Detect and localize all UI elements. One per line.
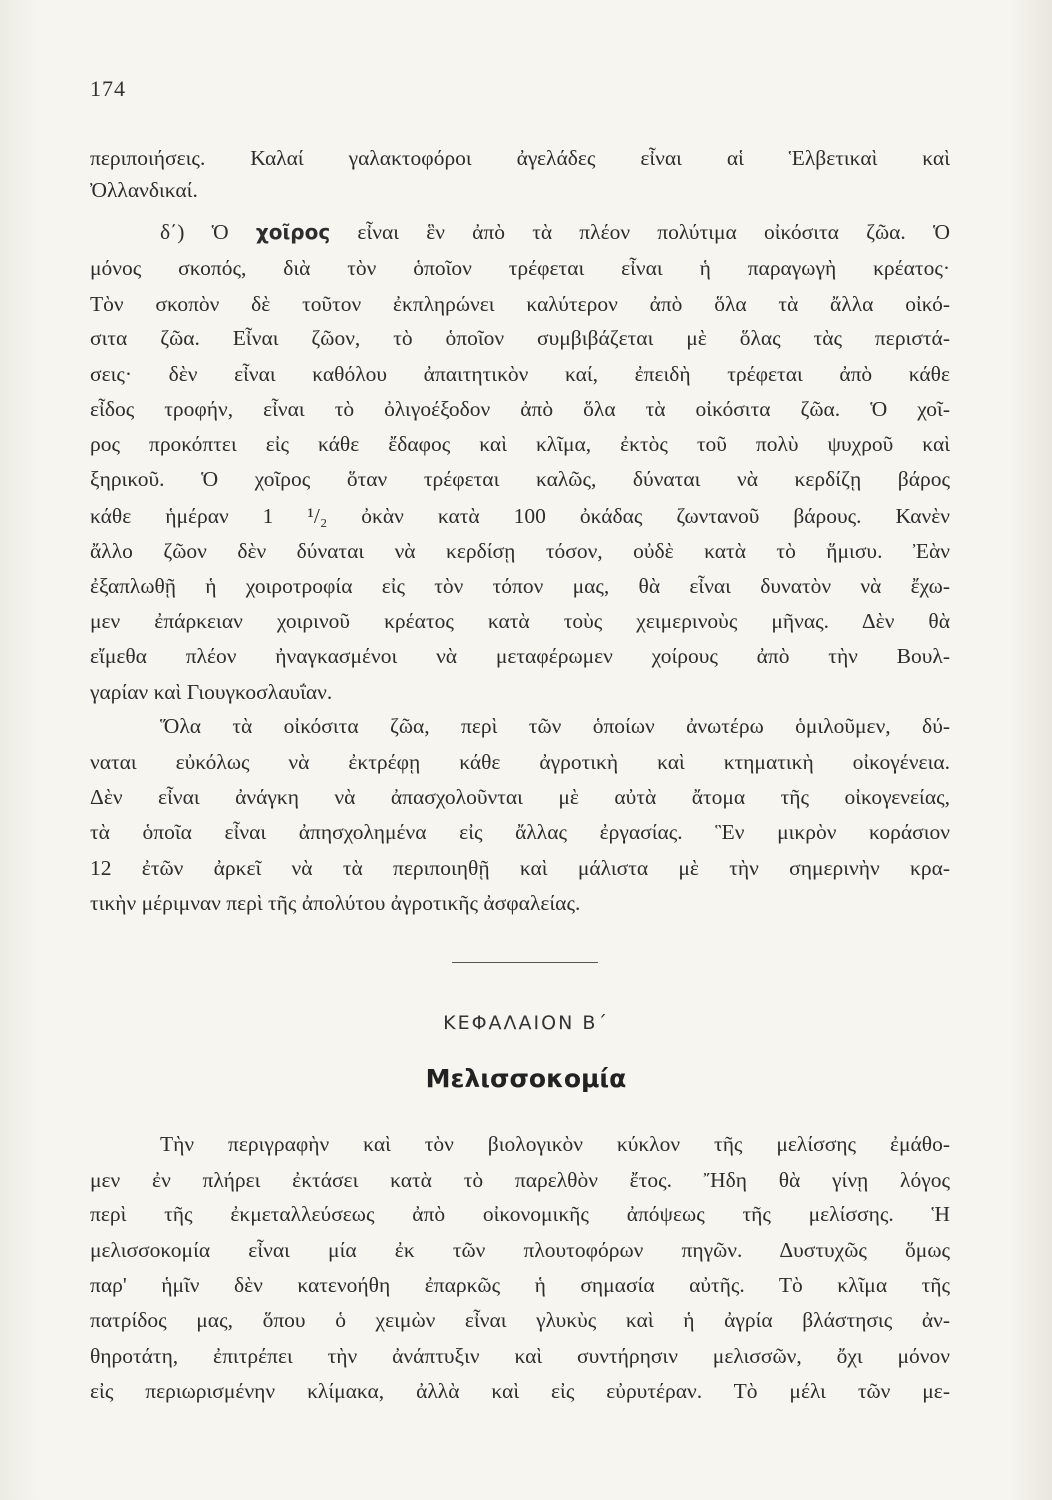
text-line: μόνος σκοπός, διὰ τὸν ὁποῖον τρέφεται εἶναι ἡ παραγωγὴ κρέατος· (90, 256, 950, 280)
text-line: θηροτάτη, ἐπιτρέπει τὴν ἀνάπτυξιν καὶ συντήρησιν μελισσῶν, ὄχι μόνον (90, 1344, 950, 1368)
text-line: ναται εὐκόλως νὰ ἐκτρέφῃ κάθε ἀγροτικὴ καὶ κτηματικὴ οἰκογένεια. (90, 750, 950, 774)
chapter-label: ΚΕΦΑΛΑΙΟΝ Β΄ (443, 1012, 609, 1034)
text-fragment: εἶναι ἓν ἀπὸ τὰ πλέον πολύτιμα οἰκόσιτα ζῶα. Ὁ (357, 220, 951, 244)
chapter-title: Μελισσοκομία (425, 1064, 627, 1093)
text-line: Ὀλλανδικαί. (90, 178, 198, 202)
text-line: μεν ἐν πλήρει ἐκτάσει κατὰ τὸ παρελθὸν ἔτος. Ἤδη θὰ γίνῃ λόγος (90, 1168, 950, 1192)
text-line: κάθε ἡμέραν 1 ¹/₂ ὀκὰν κατὰ 100 ὀκάδας ζωντανοῦ βάρους. Κανὲν (90, 504, 950, 528)
text-line: ἐξαπλωθῇ ἡ χοιροτροφία εἰς τὸν τόπον μας, θὰ εἶναι δυνατὸν νὰ ἔχω- (90, 574, 950, 598)
text-line: ξηρικοῦ. Ὁ χοῖρος ὅταν τρέφεται καλῶς, δύναται νὰ κερδίζῃ βάρος (90, 467, 950, 491)
text-line: πατρίδος μας, ὅπου ὁ χειμὼν εἶναι γλυκὺς καὶ ἡ ἀγρία βλάστησις ἀν- (90, 1308, 950, 1332)
text-line: ρος προκόπτει εἰς κάθε ἔδαφος καὶ κλῖμα, ἐκτὸς τοῦ πολὺ ψυχροῦ καὶ (90, 432, 950, 456)
text-line: εἶδος τροφήν, εἶναι τὸ ὀλιγοέξοδον ἀπὸ ὅλα τὰ οἰκόσιτα ζῶα. Ὁ χοῖ- (90, 397, 950, 421)
text-line: εἴμεθα πλέον ἠναγκασμένοι νὰ μεταφέρωμεν χοίρους ἀπὸ τὴν Βουλ- (90, 644, 950, 668)
text-line: σεις· δὲν εἶναι καθόλου ἀπαιτητικὸν καί, ἐπειδὴ τρέφεται ἀπὸ κάθε (90, 362, 950, 386)
text-line: τικὴν μέριμναν περὶ τῆς ἀπολύτου ἀγροτικῆς ἀσφαλείας. (90, 891, 581, 915)
text-line: μεν ἐπάρκειαν χοιρινοῦ κρέατος κατὰ τοὺς χειμερινοὺς μῆνας. Δὲν θὰ (90, 609, 950, 633)
paragraph-marker: δ΄) Ὁ (160, 220, 229, 244)
text-line: εἰς περιωρισμένην κλίμακα, ἀλλὰ καὶ εἰς εὐρυτέραν. Τὸ μέλι τῶν με- (90, 1379, 950, 1403)
text-line: ἄλλο ζῶον δὲν δύναται νὰ κερδίσῃ τόσον, οὐδὲ κατὰ τὸ ἥμισυ. Ἐὰν (90, 539, 950, 563)
text-line: παρ' ἡμῖν δὲν κατενοήθη ἐπαρκῶς ἡ σημασία αὐτῆς. Τὸ κλῖμα τῆς (90, 1273, 950, 1297)
text-line: τὰ ὁποῖα εἶναι ἀπησχολημένα εἰς ἄλλας ἐργασίας. Ἓν μικρὸν κοράσιον (90, 820, 950, 844)
text-line: περιποιήσεις. Καλαί γαλακτοφόροι ἀγελάδες εἶναι αἱ Ἑλβετικαὶ καὶ (90, 146, 950, 170)
text-line-with-bold (160, 216, 950, 248)
text-line: μελισσοκομία εἶναι μία ἐκ τῶν πλουτοφόρων πηγῶν. Δυστυχῶς ὅμως (90, 1238, 950, 1262)
text-line: Δὲν εἶναι ἀνάγκη νὰ ἀπασχολοῦνται μὲ αὐτὰ ἄτομα τῆς οἰκογενείας, (90, 785, 950, 809)
text-line: Τὴν περιγραφὴν καὶ τὸν βιολογικὸν κύκλον τῆς μελίσσης ἐμάθο- (160, 1132, 950, 1156)
text-line: Ὅλα τὰ οἰκόσιτα ζῶα, περὶ τῶν ὁποίων ἀνωτέρω ὁμιλοῦμεν, δύ- (160, 714, 950, 738)
text-line: περὶ τῆς ἐκμεταλλεύσεως ἀπὸ οἰκονομικῆς ἀπόψεως τῆς μελίσσης. Ἡ (90, 1202, 950, 1226)
page-number: 174 (90, 76, 126, 101)
text-line: Τὸν σκοπὸν δὲ τοῦτον ἐκπληρώνει καλύτερον ἀπὸ ὅλα τὰ ἄλλα οἰκό- (90, 292, 950, 316)
text-line: σιτα ζῶα. Εἶναι ζῶον, τὸ ὁποῖον συμβιβάζεται μὲ ὅλας τὰς περιστά- (90, 326, 950, 350)
text-line: 12 ἐτῶν ἀρκεῖ νὰ τὰ περιποιηθῇ καὶ μάλιστα μὲ τὴν σημερινὴν κρα- (90, 856, 950, 880)
bold-term: χοῖρος (255, 220, 331, 244)
section-divider (452, 962, 598, 963)
text-line: γαρίαν καὶ Γιουγκοσλαυΐαν. (90, 680, 333, 704)
